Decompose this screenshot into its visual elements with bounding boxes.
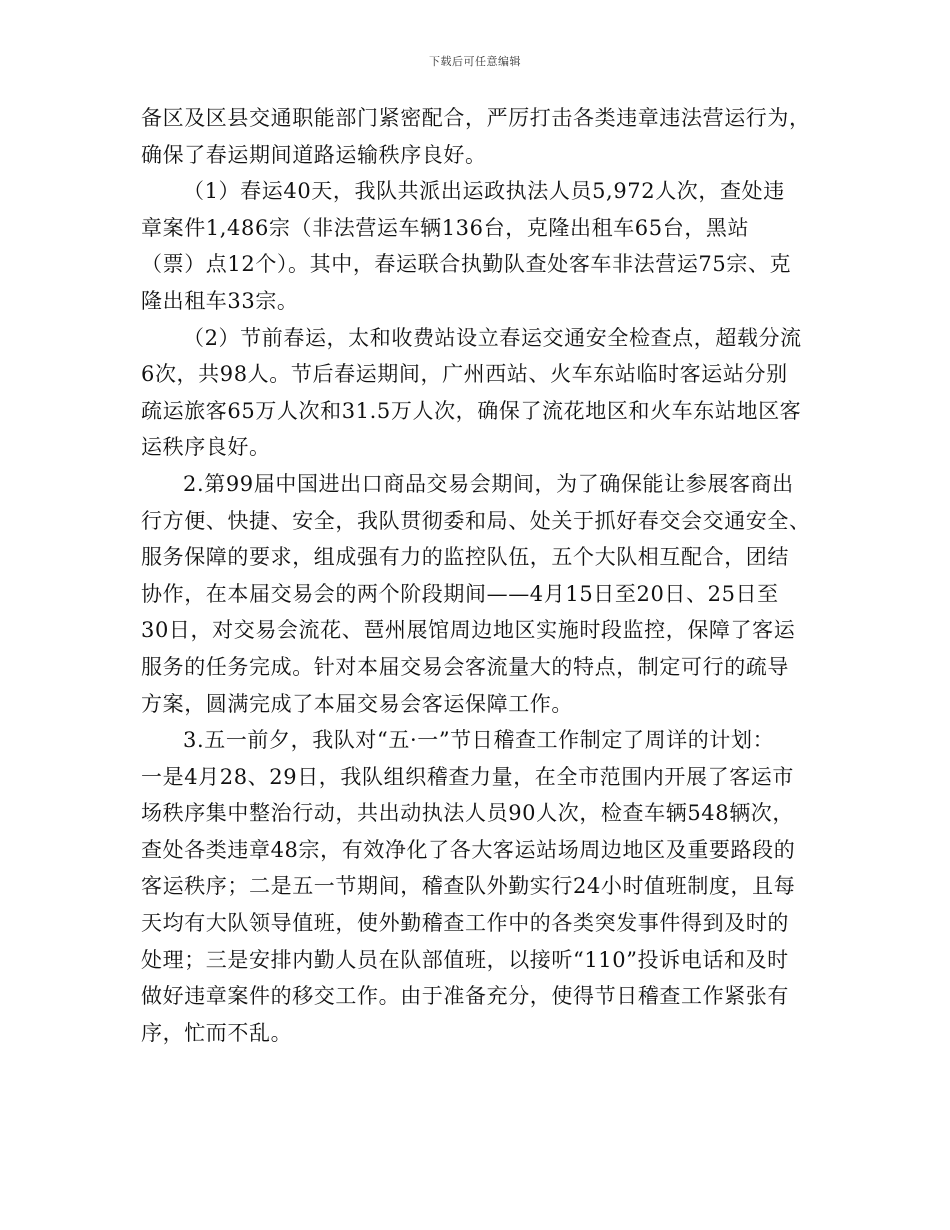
document-body bbox=[141, 100, 813, 1051]
text-line: 天均有大队领导值班，使外勤稽查工作中的各类突发事件得到及时的 bbox=[141, 911, 789, 936]
page-header: 下载后可任意编辑 bbox=[429, 55, 521, 68]
text-line: 6次，共98人。节后春运期间，广州西站、火车东站临时客运站分别 bbox=[141, 362, 788, 387]
text-line: 协作，在本届交易会的两个阶段期间——4月15日至20日、25日至 bbox=[141, 581, 779, 606]
text-line: 2.第99届中国进出口商品交易会期间，为了确保能让参展客商出 bbox=[183, 471, 794, 496]
text-line: 备区及区县交通职能部门紧密配合，严厉打击各类违章违法营运行为， bbox=[141, 106, 811, 130]
text-line: 客运秩序；二是五一节期间，稽查队外勤实行24小时值班制度，且每 bbox=[141, 874, 796, 899]
text-line: 处理；三是安排内勤人员在队部值班，以接听“110”投诉电话和及时 bbox=[141, 947, 789, 972]
text-line: 方案，圆满完成了本届交易会客运保障工作。 bbox=[141, 691, 573, 716]
text-line: 确保了春运期间道路运输秩序良好。 bbox=[141, 142, 487, 167]
text-line: 服务保障的要求，组成强有力的监控队伍，五个大队相互配合，团结 bbox=[141, 545, 789, 570]
text-line: 服务的任务完成。针对本届交易会客流量大的特点，制定可行的疏导 bbox=[141, 654, 789, 679]
text-line: 运秩序良好。 bbox=[141, 435, 271, 460]
text-line: 查处各类违章48宗，有效净化了各大客运站场周边地区及重要路段的 bbox=[141, 837, 796, 862]
text-line: 30日，对交易会流花、琶州展馆周边地区实施时段监控，保障了客运 bbox=[141, 618, 796, 643]
text-line: （票）点12个）。其中，春运联合执勤队查处客车非法营运75宗、克 bbox=[141, 252, 792, 277]
text-line: 做好违章案件的移交工作。由于准备充分，使得节日稽查工作紧张有 bbox=[141, 984, 789, 1009]
text-line: 疏运旅客65万人次和31.5万人次，确保了流花地区和火车东站地区客 bbox=[141, 398, 802, 423]
text-line: （1）春运40天，我队共派出运政执法人员5,972人次，查处违 bbox=[183, 179, 785, 204]
text-line: 隆出租车33宗。 bbox=[141, 288, 299, 313]
text-line: （2）节前春运，太和收费站设立春运交通安全检查点，超载分流 bbox=[183, 325, 802, 350]
text-line: 场秩序集中整治行动，共出动执法人员90人次，检查车辆548辆次， bbox=[141, 801, 795, 826]
text-line: 3.五一前夕，我队对“五·一”节日稽查工作制定了周详的计划： bbox=[183, 728, 775, 753]
text-line: 序，忙而不乱。 bbox=[141, 1020, 293, 1045]
text-line: 一是4月28、29日，我队组织稽查力量，在全市范围内开展了客运市 bbox=[141, 764, 795, 789]
text-line: 章案件1,486宗（非法营运车辆136台，克隆出租车65台，黑站 bbox=[141, 215, 750, 240]
text-line: 行方便、快捷、安全，我队贯彻委和局、处关于抓好春交会交通安全、 bbox=[141, 508, 811, 533]
